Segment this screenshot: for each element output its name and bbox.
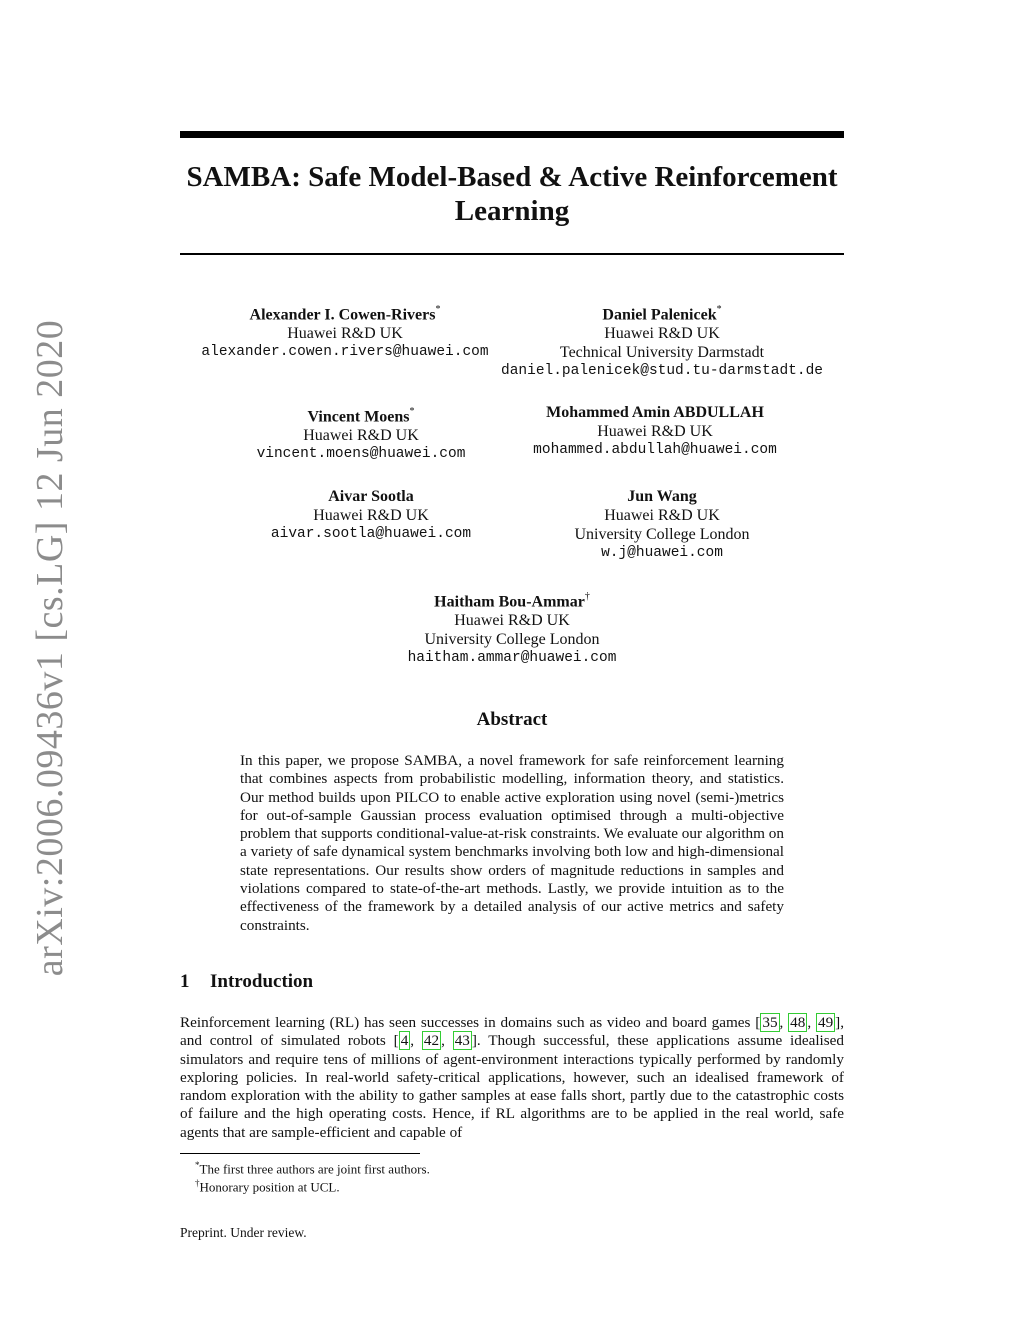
citation-link[interactable]: 4 — [400, 1032, 409, 1050]
arxiv-side-stamp: arXiv:2006.09436v1 [cs.LG] 12 Jun 2020 — [29, 319, 71, 977]
author-affiliation: Huawei R&D UK — [604, 507, 720, 524]
author-email: mohammed.abdullah@huawei.com — [533, 442, 777, 458]
author-block-wang — [497, 487, 827, 563]
paper-title: SAMBA: Safe Model-Based & Active Reinforcement Learning — [186, 161, 838, 227]
citation-link[interactable]: 43 — [454, 1032, 470, 1050]
author-affiliation: Huawei R&D UK — [597, 423, 713, 440]
preprint-footer: Preprint. Under review. — [180, 1225, 307, 1240]
title-bottom-rule — [180, 253, 844, 255]
introduction-paragraph: Reinforcement learning (RL) has seen successes in domains such as video and board games [ 35 , 48 , 49 ], and control of simulated robots [ 4 , 42 , 43 ]. Though successful, these applications assume idealised simulators and require tens of millions of agent-environment interactions typically performed by randomly exploring policies. In real-world safety-critical applications, however, such an idealised framework of random exploration with the ability to gather samples at ease falls short, partly due to the catastrophic costs of failure and the high operating costs. Hence, if RL algorithms are to be applied in the real world, safe agents that are sample-efficient and capable of — [180, 1014, 845, 1141]
author-name: Haitham Bou-Ammar† — [434, 591, 590, 611]
citation-link[interactable]: 48 — [790, 1014, 806, 1031]
author-name: Jun Wang — [627, 488, 697, 505]
author-email: haitham.ammar@huawei.com — [407, 650, 617, 667]
author-affiliation-2: Technical University Darmstadt — [559, 344, 765, 362]
author-affiliation: Huawei R&D UK — [303, 427, 419, 445]
author-affiliation-2: University College London — [574, 526, 750, 543]
citation-link[interactable]: 42 — [423, 1032, 440, 1050]
author-block-abdullah — [490, 403, 820, 460]
author-affiliation: Huawei R&D UK — [604, 325, 720, 343]
abstract-text: In this paper, we propose SAMBA, a novel framework for safe reinforcement learning that combines aspects from probabilistic modelling, information theory, and statistics. Our method builds upon PILCO to enable active exploration using novel (semi-)metrics for out-of-sample Gaussian process evaluation optimised through a multi-objective problem that supports conditional-value-at-risk constraints. We evaluate our algorithm on a variety of safe dynamical system benchmarks involving both low and high-dimensional state representations. Our results show orders of magnitude reductions in samples and violations compared to state-of-the-art methods. Lastly, we provide intuition as to the effectiveness of the framework by a detailed analysis of our active metrics and safety constraints. — [240, 752, 784, 934]
author-name: Vincent Moens* — [307, 406, 415, 426]
author-block-cowen-rivers — [180, 301, 510, 362]
author-block-moens — [196, 403, 526, 464]
section-number: 1 — [180, 971, 190, 992]
footnote-honorary: †Honorary position at UCL. — [195, 1178, 340, 1195]
footnote-rule — [180, 1153, 420, 1154]
footnote-joint-authors: *The first three authors are joint first authors. — [195, 1160, 430, 1177]
abstract-heading: Abstract — [476, 709, 548, 730]
author-name: Mohammed Amin ABDULLAH — [546, 404, 764, 421]
author-block-sootla — [206, 487, 536, 544]
author-affiliation: Huawei R&D UK — [287, 325, 403, 343]
author-email: vincent.moens@huawei.com — [256, 446, 466, 463]
author-name: Daniel Palenicek* — [602, 304, 722, 324]
section-title: Introduction — [210, 971, 314, 992]
author-name: Aivar Sootla — [328, 488, 414, 505]
author-email: daniel.palenicek@stud.tu-darmstadt.de — [501, 363, 823, 380]
author-block-bou-ammar — [347, 588, 677, 668]
title-top-rule — [180, 131, 844, 138]
author-name: Alexander I. Cowen-Rivers* — [249, 304, 441, 324]
author-affiliation: Huawei R&D UK — [454, 612, 570, 630]
section-heading-introduction — [180, 971, 313, 993]
citation-link[interactable]: 49 — [817, 1014, 834, 1031]
citation-link[interactable]: 35 — [762, 1014, 778, 1031]
author-affiliation-2: University College London — [424, 631, 600, 649]
author-affiliation: Huawei R&D UK — [313, 507, 429, 524]
author-block-palenicek — [497, 301, 827, 381]
author-email: w.j@huawei.com — [601, 545, 723, 561]
author-email: aivar.sootla@huawei.com — [270, 526, 472, 542]
author-email: alexander.cowen.rivers@huawei.com — [201, 344, 489, 361]
